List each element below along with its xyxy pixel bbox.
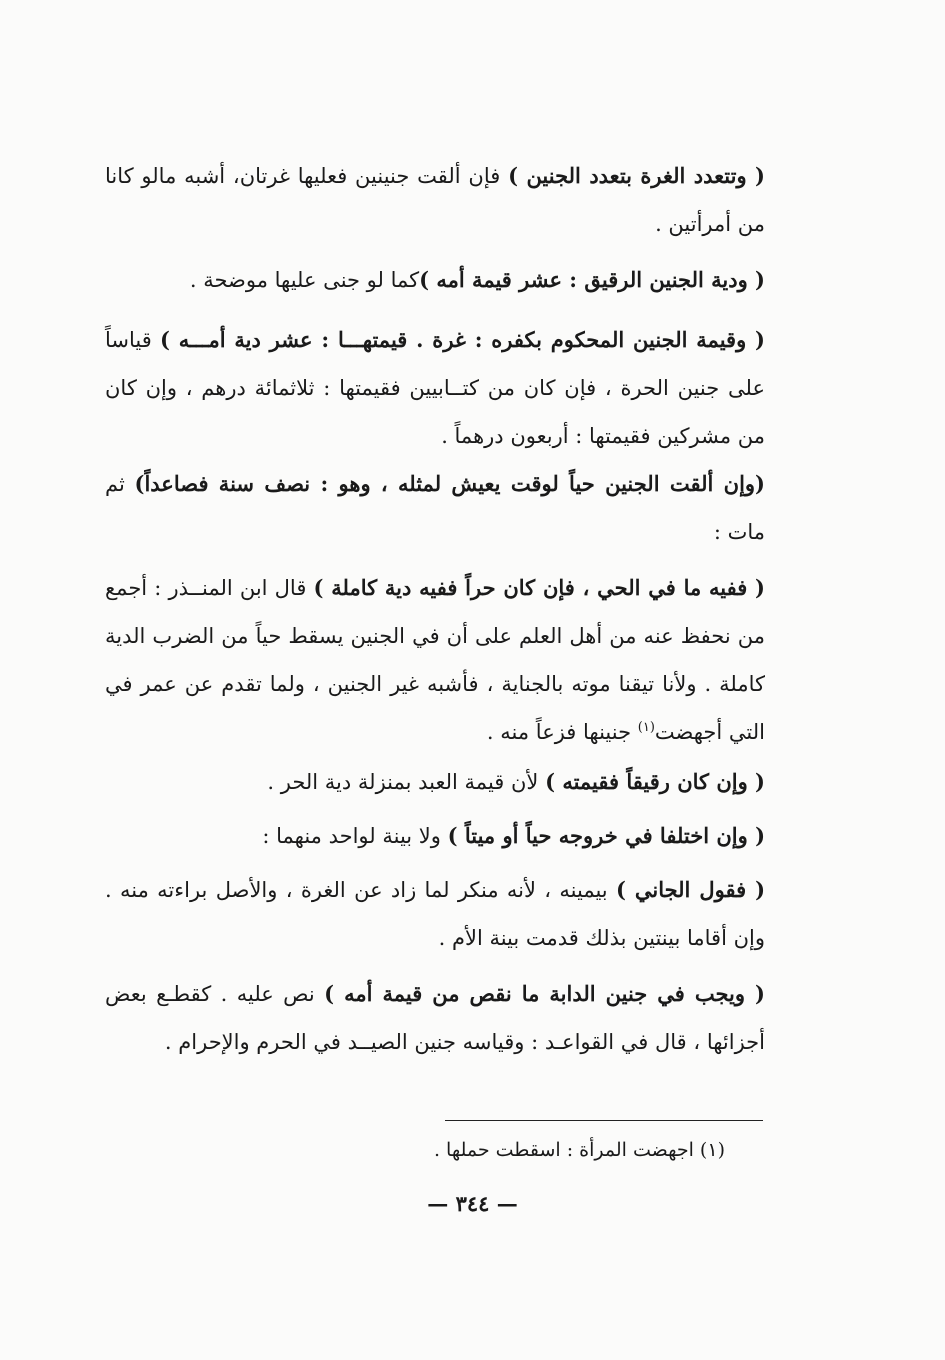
paragraph-7-body: ولا بينة لواحد منهما : [262,824,448,848]
paragraph-5 [105,564,765,756]
paragraph-6-heading: ( وإن كان رقيقاً فقيمته ) [545,769,765,794]
paragraph-2-heading: ( ودية الجنين الرقيق : عشر قيمة أمه ) [419,267,765,292]
paragraph-9-body: نص عليه . كقطـع بعض أجزائها ، قال في القواعـد : وقياسه جنين الصيــد في الحرم والإحرام . [105,982,765,1054]
paragraph-6-body: لأن قيمة العبد بمنزلة دية الحر . [267,770,546,794]
footnote: (١) اجهضت المرأة : اسقطت حملها . [433,1139,725,1161]
paragraph-8 [105,866,765,962]
page-number: — ٣٤٤ — [427,1191,518,1216]
paragraph-8-body: بيمينه ، لأنه منكر لما زاد عن الغرة ، والأصل براءته منه . وإن أقاما بينتين بذلك قدمت بينة الأم . [105,878,765,950]
paragraph-7-heading: ( وإن اختلفا في خروجه حياً أو ميتاً ) [447,823,765,848]
paragraph-4-body: ثم مات : [105,472,765,544]
paragraph-9-heading: ( ويجب في جنين الدابة ما نقص من قيمة أمه ) [324,981,765,1006]
paragraph-9 [105,970,765,1066]
footnote-reference: (١) [637,720,655,735]
paragraph-1 [105,152,765,248]
paragraph-5-body: قال ابن المنــذر : أجمع من نحفظ عنه من أهل العلم على أن في الجنين يسقط حياً من الضرب الدية كاملة . ولأنا تيقنا موته بالجناية ، فأشبه غير الجنين ، ولما تقدم عن عمر في التي أجهضت [105,576,765,744]
paragraph-7 [105,812,765,860]
paragraph-1-heading: ( وتتعدد الغرة بتعدد الجنين ) [508,163,765,188]
paragraph-5-body-end: جنينها فزعاً منه . [486,720,638,744]
paragraph-6 [105,758,765,806]
paragraph-8-heading: ( فقول الجاني ) [615,877,766,902]
footnote-divider [445,1120,763,1121]
paragraph-5-heading: ( ففيه ما في الحي ، فإن كان حراً ففيه دية كاملة ) [313,575,765,600]
paragraph-2-body: كما لو جنى عليها موضحة . [189,268,420,292]
paragraph-4 [105,460,765,556]
paragraph-3-heading: ( وقيمة الجنين المحكوم بكفره : غرة . قيمتهـــا : عشر دية أمـــه ) [159,327,765,352]
paragraph-1-body: فإن ألقت جنينين فعليها غرتان، أشبه مالو كانا من أمرأتين . [105,164,765,236]
paragraph-3 [105,316,765,460]
paragraph-4-heading: (وإن ألقت الجنين حياً لوقت يعيش لمثله ، وهو : نصف سنة فصاعداً) [134,471,765,496]
paragraph-3-body: قياساً على جنين الحرة ، فإن كان من كتــابيين فقيمتها : ثلاثمائة درهم ، وإن كان من مشركين فقيمتها : أربعون درهماً . [105,328,765,448]
paragraph-2 [105,256,765,304]
